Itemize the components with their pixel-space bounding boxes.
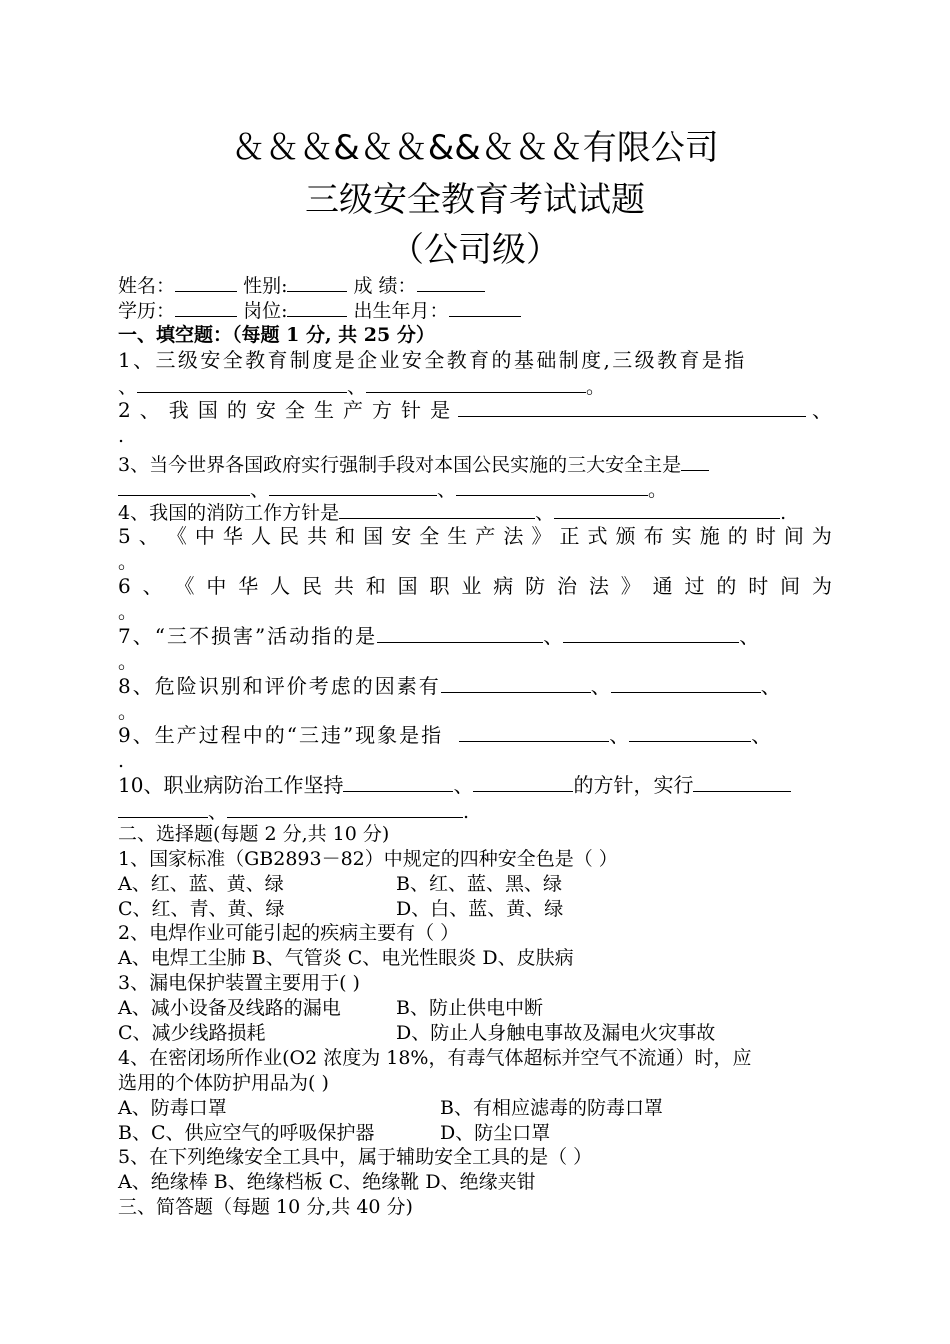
fill-q4-blank-2[interactable] bbox=[554, 500, 780, 519]
punct: . bbox=[463, 801, 470, 823]
fill-q7-line1 bbox=[118, 624, 832, 649]
fill-q6-char: 治 bbox=[556, 574, 577, 598]
punct: 、 bbox=[437, 479, 457, 501]
fill-q3-blank-1[interactable] bbox=[118, 477, 250, 496]
choice-q1-option-a[interactable]: A、红、蓝、黄、绿 bbox=[118, 873, 284, 895]
fill-q9-text: 9、生产过程中的“三违”现象是指 bbox=[118, 723, 444, 747]
fill-q5-char: 产 bbox=[475, 524, 496, 548]
fill-q2-text bbox=[118, 398, 450, 423]
fill-q2-char: 的 bbox=[226, 398, 247, 422]
score-label: 成 绩： bbox=[353, 275, 417, 297]
fill-q6-char: 职 bbox=[429, 574, 450, 598]
fill-q3-blank-3[interactable] bbox=[456, 477, 648, 496]
choice-q2-options: A、电焊工尘肺 B、气管炎 C、电光性眼炎 D、皮肤病 bbox=[118, 947, 574, 969]
punct: 、 bbox=[453, 773, 474, 797]
fill-q5-char: 法 bbox=[503, 524, 524, 548]
fill-q2-blank[interactable] bbox=[458, 398, 806, 417]
fill-q10-blank-3[interactable] bbox=[693, 773, 791, 792]
choice-q1-option-b[interactable]: B、红、蓝、黑、绿 bbox=[396, 873, 562, 895]
birth-blank[interactable] bbox=[449, 298, 521, 317]
name-label: 姓名： bbox=[118, 275, 176, 297]
punct: 、 bbox=[347, 376, 367, 398]
fill-q2-char: 2 bbox=[118, 398, 131, 422]
company-name: ＆＆＆&＆＆&&＆＆＆有限公司 bbox=[231, 128, 719, 168]
choice-q1: 1、国家标准（GB2893－82）中规定的四种安全色是（ ） bbox=[118, 848, 618, 870]
fill-q2-char: 是 bbox=[430, 398, 451, 422]
fill-q5-char: 的 bbox=[727, 524, 748, 548]
fill-q8-line1 bbox=[118, 674, 832, 699]
fill-q5-char: 》 bbox=[531, 524, 552, 548]
fill-q5-char: 布 bbox=[643, 524, 664, 548]
fill-q1-text: 1、三级安全教育制度是企业安全教育的基础制度,三级教育是指 bbox=[118, 348, 747, 372]
fill-q3-blank-2[interactable] bbox=[269, 477, 437, 496]
choice-q3-options-2 bbox=[118, 1021, 832, 1046]
fill-q2-char: 生 bbox=[313, 398, 334, 422]
punct: 、 bbox=[118, 376, 138, 398]
fill-q6-char: 时 bbox=[748, 574, 769, 598]
fill-q5-line1 bbox=[118, 524, 832, 549]
fill-q3-text: 3、当今世界各国政府实行强制手段对本国公民实施的三大安全主是 bbox=[118, 454, 682, 476]
fill-q6-char: 为 bbox=[811, 574, 832, 598]
fill-q6-char: 中 bbox=[206, 574, 227, 598]
fill-q8-line2: 。 bbox=[118, 701, 138, 723]
fill-q5-char: 式 bbox=[587, 524, 608, 548]
fill-q5-char: 为 bbox=[811, 524, 832, 548]
choice-q3-option-c[interactable]: C、减少线路损耗 bbox=[118, 1022, 266, 1044]
fill-q5-char: 时 bbox=[755, 524, 776, 548]
fill-q6-char: 间 bbox=[780, 574, 801, 598]
fill-q3-line1 bbox=[118, 452, 832, 478]
fill-q10-text: 10、职业病防治工作坚持 bbox=[118, 773, 344, 797]
fill-q6-char: 6 bbox=[118, 574, 131, 598]
fill-q6-char: 和 bbox=[365, 574, 386, 598]
fill-q4 bbox=[118, 500, 832, 526]
choice-q5-options: A、绝缘棒 B、绝缘档板 C、绝缘靴 D、绝缘夹钳 bbox=[118, 1171, 536, 1193]
fill-q9-blank-1[interactable] bbox=[459, 723, 609, 742]
fill-q2-char: 全 bbox=[284, 398, 305, 422]
fill-q2-line2: . bbox=[118, 425, 125, 447]
choice-q1-option-c[interactable]: C、红、青、黄、绿 bbox=[118, 898, 285, 920]
punct: 、 bbox=[543, 624, 564, 648]
fill-q10-text-2: 的方针，实行 bbox=[573, 773, 694, 797]
fill-q5-char: 全 bbox=[419, 524, 440, 548]
fill-q4-blank-1[interactable] bbox=[339, 500, 535, 519]
choice-q4-option-b[interactable]: B、有相应滤毒的防毒口罩 bbox=[440, 1097, 663, 1119]
fill-q5-char: 间 bbox=[783, 524, 804, 548]
fill-q2-char: 产 bbox=[342, 398, 363, 422]
choice-q3-option-b[interactable]: B、防止供电中断 bbox=[396, 997, 543, 1019]
fill-q5-char: 华 bbox=[222, 524, 243, 548]
choice-q4-options-1 bbox=[118, 1096, 832, 1121]
birth-label: 出生年月： bbox=[353, 300, 449, 322]
fill-q6-char: 人 bbox=[270, 574, 291, 598]
fill-q6-line2: 。 bbox=[118, 601, 138, 623]
choice-q5: 5、在下列绝缘安全工具中，属于辅助安全工具的是（ ） bbox=[118, 1146, 593, 1168]
fill-q5-char: 人 bbox=[250, 524, 271, 548]
section1-heading: 一、填空题：（每题 1 分, 共 25 分） bbox=[118, 324, 435, 346]
fill-q5-char: 、 bbox=[138, 524, 159, 548]
fill-q8-blank-2[interactable] bbox=[611, 674, 761, 693]
fill-q2-char: 方 bbox=[372, 398, 393, 422]
choice-q4-line2: 选用的个体防护用品为( ) bbox=[118, 1072, 329, 1094]
info-row-1 bbox=[118, 273, 832, 299]
fill-q6-char: 、 bbox=[142, 574, 163, 598]
choice-q3: 3、漏电保护装置主要用于( ) bbox=[118, 972, 360, 994]
punct: 、 bbox=[208, 801, 228, 823]
fill-q5-char: 生 bbox=[447, 524, 468, 548]
punct: . bbox=[780, 502, 787, 524]
fill-q6-char: 《 bbox=[174, 574, 195, 598]
fill-q7-blank-1[interactable] bbox=[377, 624, 543, 643]
choice-q4-option-c[interactable]: B、C、供应空气的呼吸保护器 bbox=[118, 1122, 375, 1144]
choice-q1-options-2 bbox=[118, 897, 832, 922]
fill-q6-char: 通 bbox=[652, 574, 673, 598]
choice-q4-option-d[interactable]: D、防尘口罩 bbox=[440, 1122, 551, 1144]
fill-q5-char: 正 bbox=[559, 524, 580, 548]
gender-label: 性别: bbox=[243, 275, 288, 297]
fill-q9-blank-2[interactable] bbox=[629, 723, 751, 742]
fill-q5-char: 5 bbox=[118, 524, 131, 548]
score-blank[interactable] bbox=[417, 273, 485, 292]
choice-q3-option-d[interactable]: D、防止人身触电事故及漏电火灾事故 bbox=[396, 1022, 716, 1044]
exam-title: 三级安全教育考试试题 bbox=[305, 180, 645, 220]
choice-q4-line1: 4、在密闭场所作业(O2 浓度为 18%，有毒气体超标并空气不流通）时，应 bbox=[118, 1047, 752, 1069]
choice-q1-option-d[interactable]: D、白、蓝、黄、绿 bbox=[396, 898, 564, 920]
fill-q6-char: 华 bbox=[238, 574, 259, 598]
fill-q6-char: 过 bbox=[684, 574, 705, 598]
punct: 、 bbox=[751, 723, 772, 747]
fill-q6-char: 病 bbox=[493, 574, 514, 598]
fill-q6-line1 bbox=[118, 574, 832, 599]
fill-q10-blank-1[interactable] bbox=[343, 773, 453, 792]
fill-q10-blank-2[interactable] bbox=[473, 773, 573, 792]
fill-q5-char: 实 bbox=[671, 524, 692, 548]
fill-q5-char: 国 bbox=[363, 524, 384, 548]
fill-q5-char: 施 bbox=[699, 524, 720, 548]
section3-heading: 三、简答题（每题 10 分,共 40 分) bbox=[118, 1196, 413, 1218]
punct: 、 bbox=[250, 479, 270, 501]
choice-q4-option-a[interactable]: A、防毒口罩 bbox=[118, 1097, 227, 1119]
fill-q7-text: 7、“三不损害”活动指的是 bbox=[118, 624, 378, 648]
punct: 。 bbox=[586, 376, 606, 398]
fill-q6-char: 》 bbox=[620, 574, 641, 598]
fill-q1-line1 bbox=[118, 348, 832, 373]
fill-q10-line1 bbox=[118, 773, 832, 798]
fill-q2-line1 bbox=[118, 398, 832, 423]
fill-q6-char: 国 bbox=[397, 574, 418, 598]
position-label: 岗位: bbox=[243, 300, 288, 322]
name-blank[interactable] bbox=[175, 273, 237, 292]
fill-q3-blank-0[interactable] bbox=[681, 452, 709, 471]
fill-q8-blank-1[interactable] bbox=[441, 674, 591, 693]
fill-q5-char: 《 bbox=[166, 524, 187, 548]
fill-q7-blank-2[interactable] bbox=[563, 624, 739, 643]
fill-q6-char: 业 bbox=[461, 574, 482, 598]
fill-q2-char: 国 bbox=[197, 398, 218, 422]
choice-q4-options-2 bbox=[118, 1121, 832, 1146]
fill-q6-char: 法 bbox=[588, 574, 609, 598]
punct: 、 bbox=[535, 502, 555, 524]
fill-q8-text: 8、危险识别和评价考虑的因素有 bbox=[118, 674, 441, 698]
punct: 。 bbox=[648, 479, 668, 501]
fill-q6-char: 民 bbox=[301, 574, 322, 598]
fill-q5-line2: 。 bbox=[118, 551, 138, 573]
punct: 、 bbox=[760, 674, 781, 698]
fill-q2-char: 我 bbox=[168, 398, 189, 422]
fill-q9-line2: . bbox=[118, 750, 125, 772]
fill-q5-char: 安 bbox=[391, 524, 412, 548]
fill-q10-blank-4[interactable] bbox=[118, 799, 208, 818]
fill-q1-blank-2[interactable] bbox=[366, 374, 586, 393]
choice-q1-options-1 bbox=[118, 872, 832, 897]
choice-q3-option-a[interactable]: A、减小设备及线路的漏电 bbox=[118, 997, 341, 1019]
punct: 、 bbox=[590, 674, 611, 698]
fill-q5-char: 和 bbox=[335, 524, 356, 548]
fill-q5-char: 中 bbox=[194, 524, 215, 548]
fill-q2-char: 安 bbox=[255, 398, 276, 422]
fill-q6-char: 的 bbox=[716, 574, 737, 598]
fill-q2-char: 针 bbox=[401, 398, 422, 422]
choice-q2: 2、电焊作业可能引起的疾病主要有（ ） bbox=[118, 922, 460, 944]
fill-q5-char: 共 bbox=[307, 524, 328, 548]
punct: 、 bbox=[739, 624, 760, 648]
fill-q5-char: 民 bbox=[279, 524, 300, 548]
fill-q9-line1 bbox=[118, 723, 832, 748]
punct: 、 bbox=[609, 723, 630, 747]
fill-q1-blank-1[interactable] bbox=[137, 374, 347, 393]
position-blank[interactable] bbox=[287, 298, 347, 317]
education-blank[interactable] bbox=[175, 298, 237, 317]
choice-q3-options-1 bbox=[118, 996, 832, 1021]
fill-q7-line2: 。 bbox=[118, 651, 138, 673]
punct: 、 bbox=[812, 398, 832, 422]
education-label: 学历： bbox=[118, 300, 176, 322]
exam-level: （公司级） bbox=[390, 230, 560, 270]
fill-q2-char: 、 bbox=[139, 398, 160, 422]
fill-q1-line2 bbox=[118, 374, 832, 400]
section2-heading: 二、选择题(每题 2 分,共 10 分) bbox=[118, 823, 390, 845]
info-row-2 bbox=[118, 298, 832, 324]
fill-q5-char: 颁 bbox=[615, 524, 636, 548]
fill-q6-char: 共 bbox=[333, 574, 354, 598]
fill-q4-text: 4、我国的消防工作方针是 bbox=[118, 502, 340, 524]
fill-q6-char: 防 bbox=[525, 574, 546, 598]
fill-q10-blank-5[interactable] bbox=[227, 799, 463, 818]
gender-blank[interactable] bbox=[287, 273, 347, 292]
